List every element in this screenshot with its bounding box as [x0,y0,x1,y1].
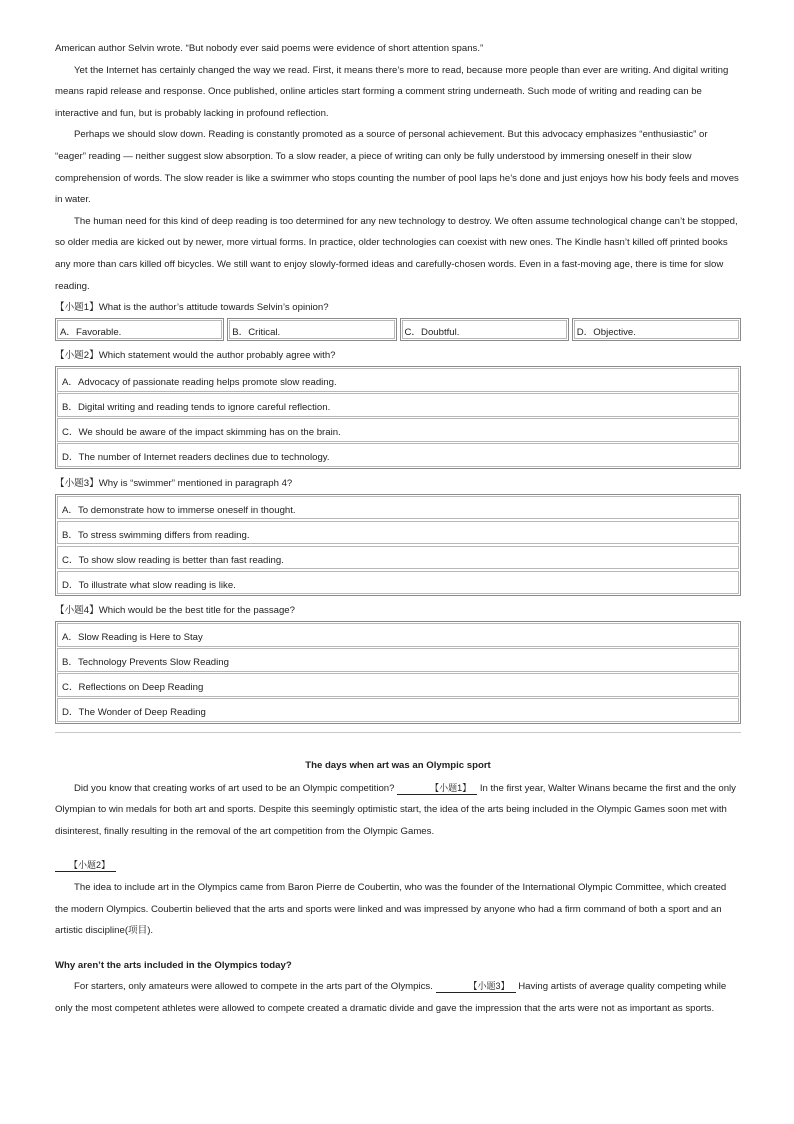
passage-paragraph-3: Perhaps we should slow down. Reading is constantly promoted as a source of personal achievement. But this advocacy emphasizes “enthusiastic” or “eager” reading — neither suggest slow absorption. To a slow reader, a piece of writing can only be fully understood by immersing oneself in their slow comprehension of words. The slow reader is like a swimmer who stops counting the number of pool laps he’s done and just enjoys how his body feels and moves in water. [55,129,739,206]
option-text: C．Reflections on Deep Reading [62,682,204,694]
option-text: B．Technology Prevents Slow Reading [62,657,229,669]
passage-2-subheading: Why aren’t the arts included in the Olympics today? [55,959,292,971]
question-3-options [55,494,741,597]
question-1-option-c[interactable] [400,318,569,341]
option-text: D．To illustrate what slow reading is like. [62,579,236,591]
paragraph-text: In the first year, Walter Winans became the first and the only Olympian to win medals for both art and sports. Despite this seemingly optimistic start, the idea of the arts being included in the Olympic Games soon met with disinterest, finally resulting in the removal of the art competition from the Olympic Games. [55,782,736,837]
question-4-option-a[interactable] [57,623,739,647]
option-text: C．Doubtful. [404,327,460,339]
passage-2-title: The days when art was an Olympic sport [305,759,491,771]
question-2-option-c[interactable] [57,418,739,442]
passage-2-paragraph-2: The idea to include art in the Olympics came from Baron Pierre de Coubertin, who was the founder of the International Olympic Committee, which created the modern Olympics. Coubertin believed that the arts and sports were linked and was impressed by anyone who had a firm command of both a sport and an artistic discipline(项目). [55,882,727,937]
question-4-option-d[interactable] [57,698,739,722]
option-text: D．The Wonder of Deep Reading [62,707,206,719]
question-3-option-c[interactable] [57,546,739,570]
question-2-option-a[interactable] [57,368,739,392]
blank-3[interactable]: 【小题3】 [436,981,516,993]
question-1-option-a[interactable] [55,318,224,341]
question-3-option-a[interactable] [57,496,739,520]
option-text: C．To show slow reading is better than fast reading. [62,554,284,566]
section-divider [55,732,741,733]
option-text: D．The number of Internet readers declines due to technology. [62,452,330,464]
question-3-option-b[interactable] [57,521,739,545]
question-4-option-b[interactable] [57,648,739,672]
question-3-option-d[interactable] [57,571,739,595]
paragraph-text: Having artists of average quality competing while only the most competent athletes were allowed to compete created a dramatic divide and gave the impression that the arts were not as important as sports. [55,981,727,1014]
question-2-option-d[interactable] [57,443,739,467]
blank-2[interactable]: 【小题2】 [55,860,116,872]
option-text: A．Favorable. [60,327,122,339]
question-1-option-b[interactable] [227,318,396,341]
question-3-label: 【小题3】Why is “swimmer” mentioned in paragraph 4? [55,477,293,489]
option-text: C．We should be aware of the impact skimming has on the brain. [62,427,341,439]
passage-paragraph-4: The human need for this kind of deep reading is too determined for any new technology to destroy. We often assume technological change can’t be stopped, so older media are kicked out by newer, more virtual forms. In practice, older technologies can coexist with new ones. The Kindle hasn’t killed off printed books any more than cars killed off bicycles. We still want to enjoy slowly-formed ideas and carefully-chosen words. Even in a fast-moving age, there is time for slow reading. [55,215,738,292]
option-text: B．Critical. [232,327,281,339]
option-text: A．Slow Reading is Here to Stay [62,632,203,644]
question-1-options [55,318,741,341]
question-4-option-c[interactable] [57,673,739,697]
question-1-label: 【小题1】What is the author’s attitude towards Selvin’s opinion? [55,302,329,314]
passage-paragraph-2: Yet the Internet has certainly changed the way we read. First, it means there’s more to read, because more people than ever are writing. And digital writing means rapid release and response. Once published, online articles start forming a comment string underneath. Such mode of writing and reading can be interactive and fun, but is probably lacking in profound reflection. [55,64,729,119]
passage-paragraph-1: American author Selvin wrote. “But nobody ever said poems were evidence of short attention spans.” [55,43,484,54]
question-2-option-b[interactable] [57,393,739,417]
option-text: B．To stress swimming differs from reading. [62,529,250,541]
question-2-options [55,366,741,469]
option-text: A．Advocacy of passionate reading helps promote slow reading. [62,377,337,389]
question-4-options [55,621,741,724]
document-page [55,38,741,1020]
option-text: B．Digital writing and reading tends to ignore careful reflection. [62,402,331,414]
passage-2-paragraph-3 [55,976,741,1019]
question-1-option-d[interactable] [572,318,741,341]
passage-2-paragraph-1 [55,778,741,843]
option-text: A．To demonstrate how to immerse oneself in thought. [62,504,296,516]
paragraph-text: Did you know that creating works of art used to be an Olympic competition? [74,782,395,794]
paragraph-text: For starters, only amateurs were allowed to compete in the arts part of the Olympics. [74,981,433,993]
blank-2-line [55,855,741,877]
option-text: D．Objective. [576,327,636,339]
question-2-label: 【小题2】Which statement would the author probably agree with? [55,350,336,362]
blank-1[interactable]: 【小题1】 [397,783,477,795]
question-4-label: 【小题4】Which would be the best title for the passage? [55,605,295,617]
